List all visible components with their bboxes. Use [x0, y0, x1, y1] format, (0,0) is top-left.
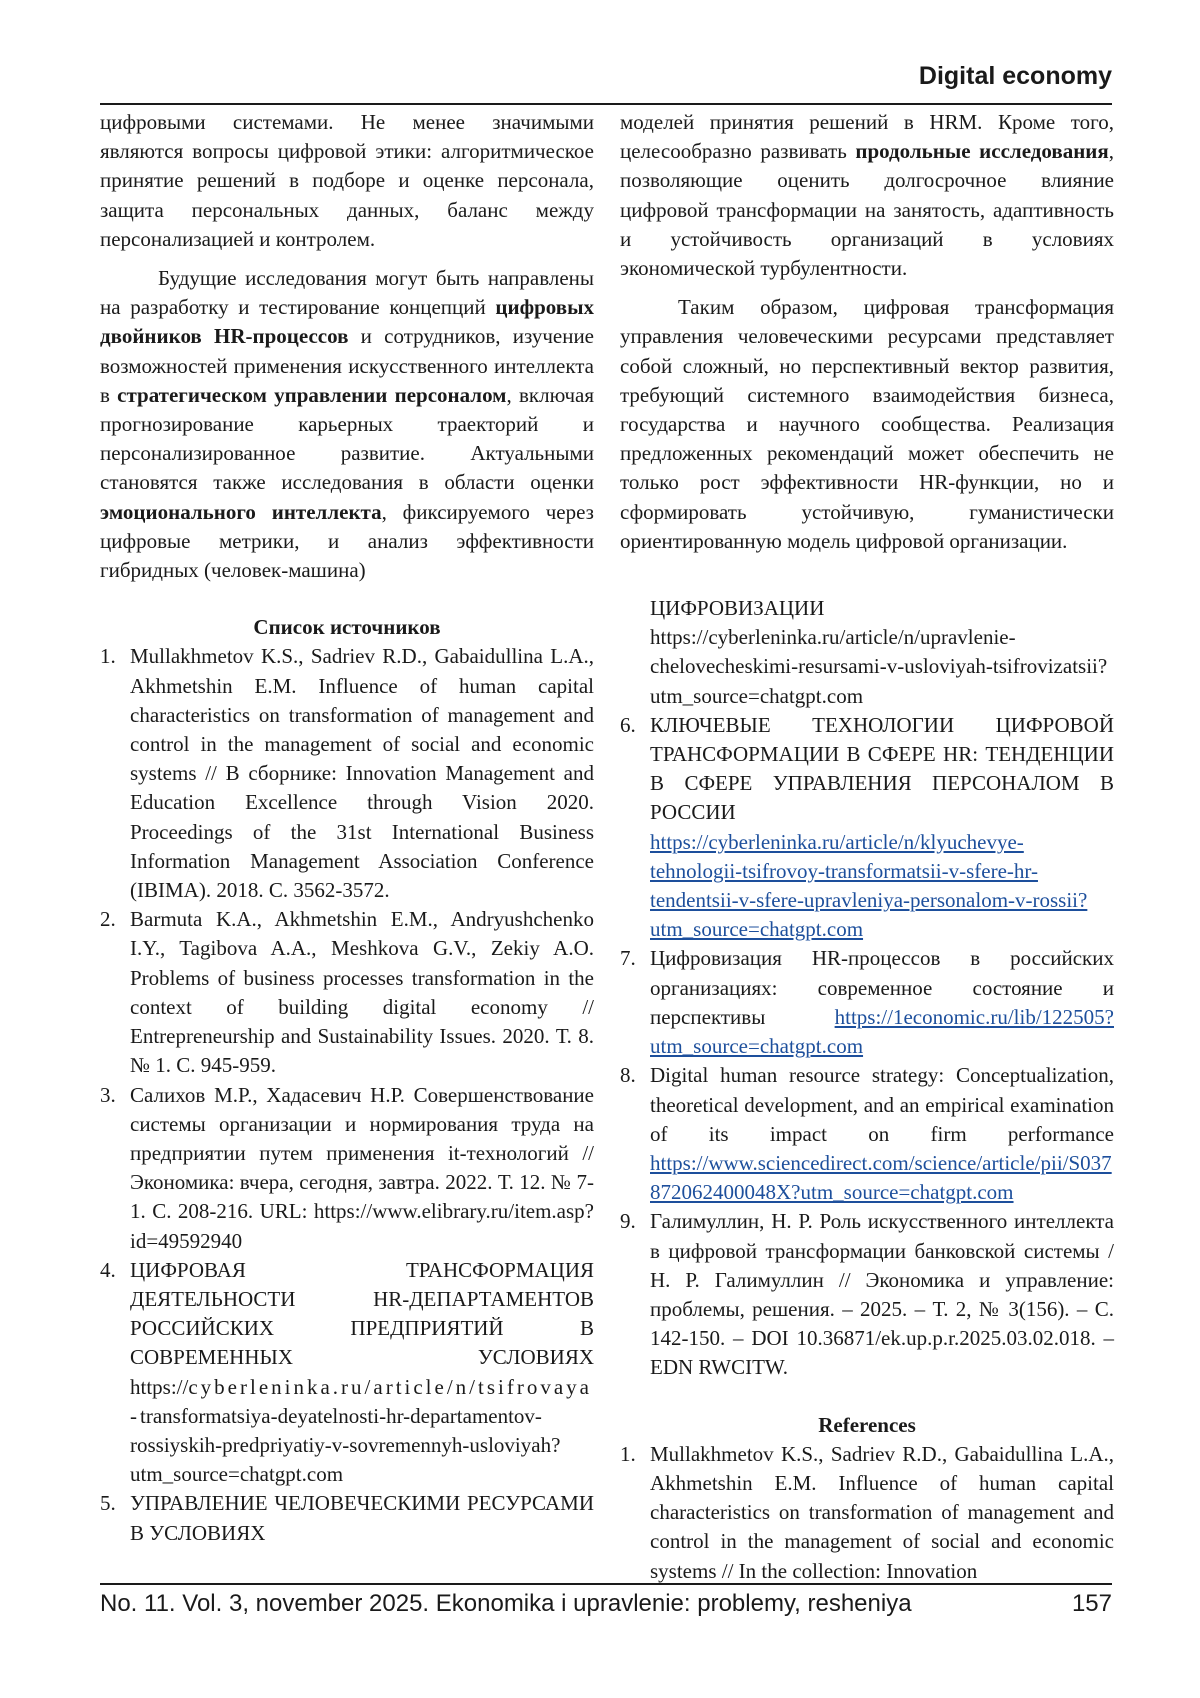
header-rule	[100, 103, 1112, 105]
reference-item-1: 1. Mullakhmetov K.S., Sadriev R.D., Gabaidullina L.A., Akhmetshin E.M. Influence of human capital characteristics on transformation of management and control in the management of social and economic systems // In the collection: Innovation	[620, 1441, 1114, 1583]
source-item-6: 6. КЛЮЧЕВЫЕ ТЕХНОЛОГИИ ЦИФРОВОЙ ТРАНСФОРМАЦИИ В СФЕРЕ HR: ТЕНДЕНЦИИ В СФЕРЕ УПРАВЛЕНИЯ ПЕРСОНАЛОМ В РОССИИ https://cyberleninka.ru/article/n/klyuchevye-tehnologii-tsifrovoy-transformatsii-v-sfere-hr-tendentsii-v-sfere-upravleniya-personalom-v-rossii?utm_source=chatgpt.com	[620, 712, 1114, 942]
source-7-link[interactable]: https://1economic.ru/lib/122505?utm_source=chatgpt.com	[650, 1004, 1114, 1059]
right-paragraph-2: Таким образом, цифровая трансформация управления человеческими ресурсами представляет собой сложный, но перспективный вектор развития, требующий системного взаимодействия бизнеса, государства и научного сообщества. Реализация предложенных рекомендаций может обеспечить не только рост эффективности HR-функции, но и сформировать устойчивую, гуманистически ориентированную модель цифровой организации.	[620, 295, 1114, 553]
source-item-8: 8. Digital human resource strategy: Conceptualization, theoretical development, and an empirical examination of its impact on firm performance https://www.sciencedirect.com/science/article/pii/S037872062400048X?utm_source=chatgpt.com	[620, 1063, 1114, 1205]
source-item-7: 7. Цифровизация HR-процессов в российских организациях: современное состояние и перспективы https://1economic.ru/lib/122505?utm_source=chatgpt.com	[620, 946, 1114, 1059]
journal-citation: No. 11. Vol. 3, november 2025. Ekonomika i upravlenie: problemy, resheniya	[100, 1590, 912, 1617]
sources-heading: Список источников	[253, 615, 441, 640]
source-item-4: 4. ЦИФРОВАЯ ТРАНСФОРМАЦИЯ ДЕЯТЕЛЬНОСТИ HR-ДЕПАРТАМЕНТОВ РОССИЙСКИХ ПРЕДПРИЯТИЙ В СОВРЕМЕННЫХ УСЛОВИЯХ https://cyberleninka.ru/article/n/tsifrovaya-transformatsiya-deyatelnosti-hr-departamentov-rossiyskih-predpriyatiy-v-sovremennyh-usloviyah?utm_source=chatgpt.com	[100, 1257, 594, 1487]
right-column	[620, 108, 1114, 1586]
source-item-2: 2. Barmuta K.A., Akhmetshin E.M., Andryushchenko I.Y., Tagibova A.A., Meshkova G.V., Zekiy A.O. Problems of business processes transformation in the context of building digital economy // Entrepreneurship and Sustainability Issues. 2020. Т. 8. № 1. С. 945-959.	[100, 907, 594, 1078]
section-title: Digital economy	[918, 62, 1112, 90]
references-heading: References	[818, 1412, 916, 1437]
left-paragraph-2: Будущие исследования могут быть направлены на разработку и тестирование концепций цифровых двойников HR-процессов и сотрудников, изучение возможностей применения искусственного интеллекта в стратегическом управлении персоналом, включая прогнозирование карьерных траекторий и персонализированное развитие. Актуальными становятся также исследования в области оценки эмоционального интеллекта, фиксируемого через цифровые метрики, и анализ эффективности гибридных (человек-машина)	[100, 266, 595, 583]
page-number: 157	[1071, 1590, 1112, 1617]
source-item-3: 3. Салихов М.Р., Хадасевич Н.Р. Совершенствование системы организации и нормирования труда на предприятии путем применения it-технологий // Экономика: вчера, сегодня, завтра. 2022. Т. 12. № 7-1. С. 208-216. URL: https://www.elibrary.ru/item.asp?id=49592940	[100, 1082, 594, 1253]
sources-list-continued	[620, 594, 1114, 1382]
right-paragraph-1: моделей принятия решений в HRM. Кроме того, целесообразно развивать продольные исследования, позволяющие оценить долгосрочное влияние цифровой трансформации на занятость, адаптивность и устойчивость организаций в условиях экономической турбулентности.	[620, 110, 1115, 281]
left-column	[100, 108, 594, 1548]
source-item-9: 9. Галимуллин, Н. Р. Роль искусственного интеллекта в цифровой трансформации банковской системы / Н. Р. Галимуллин // Экономика и управление: проблемы, решения. – 2025. – Т. 2, № 3(156). – С. 142-150. – DOI 10.36871/ek.up.p.r.2025.03.02.018. – EDN RWCITW.	[620, 1209, 1114, 1380]
source-item-5-continued: ЦИФРОВИЗАЦИИ https://cyberleninka.ru/article/n/upravlenie-chelovecheskimi-resursami-v-usloviyah-tsifrovizatsii?utm_source=chatgpt.com	[650, 596, 1108, 708]
source-8-link[interactable]: https://www.sciencedirect.com/science/article/pii/S037872062400048X?utm_source=chatgpt.com	[650, 1150, 1112, 1205]
source-6-link[interactable]: https://cyberleninka.ru/article/n/klyuchevye-tehnologii-tsifrovoy-transformatsii-v-sfere-hr-tendentsii-v-sfere-upravleniya-personalom-v-rossii?utm_source=chatgpt.com	[650, 829, 1088, 942]
references-list	[620, 1440, 1114, 1586]
sources-list	[100, 642, 594, 1547]
source-item-5: 5. УПРАВЛЕНИЕ ЧЕЛОВЕЧЕСКИМИ РЕСУРСАМИ В УСЛОВИЯХ	[100, 1491, 594, 1545]
left-paragraph-1: цифровыми системами. Не менее значимыми являются вопросы цифровой этики: алгоритмическое принятие решений в подборе и оценке персонала, защита персональных данных, баланс между персонализацией и контролем.	[100, 110, 594, 251]
source-item-1: 1. Mullakhmetov K.S., Sadriev R.D., Gabaidullina L.A., Akhmetshin E.M. Influence of human capital characteristics on transformation of management and control in the management of social and economic systems // В сборнике: Innovation Management and Education Excellence through Vision 2020. Proceedings of the 31st International Business Information Management Association Conference (IBIMA). 2018. С. 3562-3572.	[100, 644, 594, 903]
footer-rule	[100, 1583, 1112, 1585]
